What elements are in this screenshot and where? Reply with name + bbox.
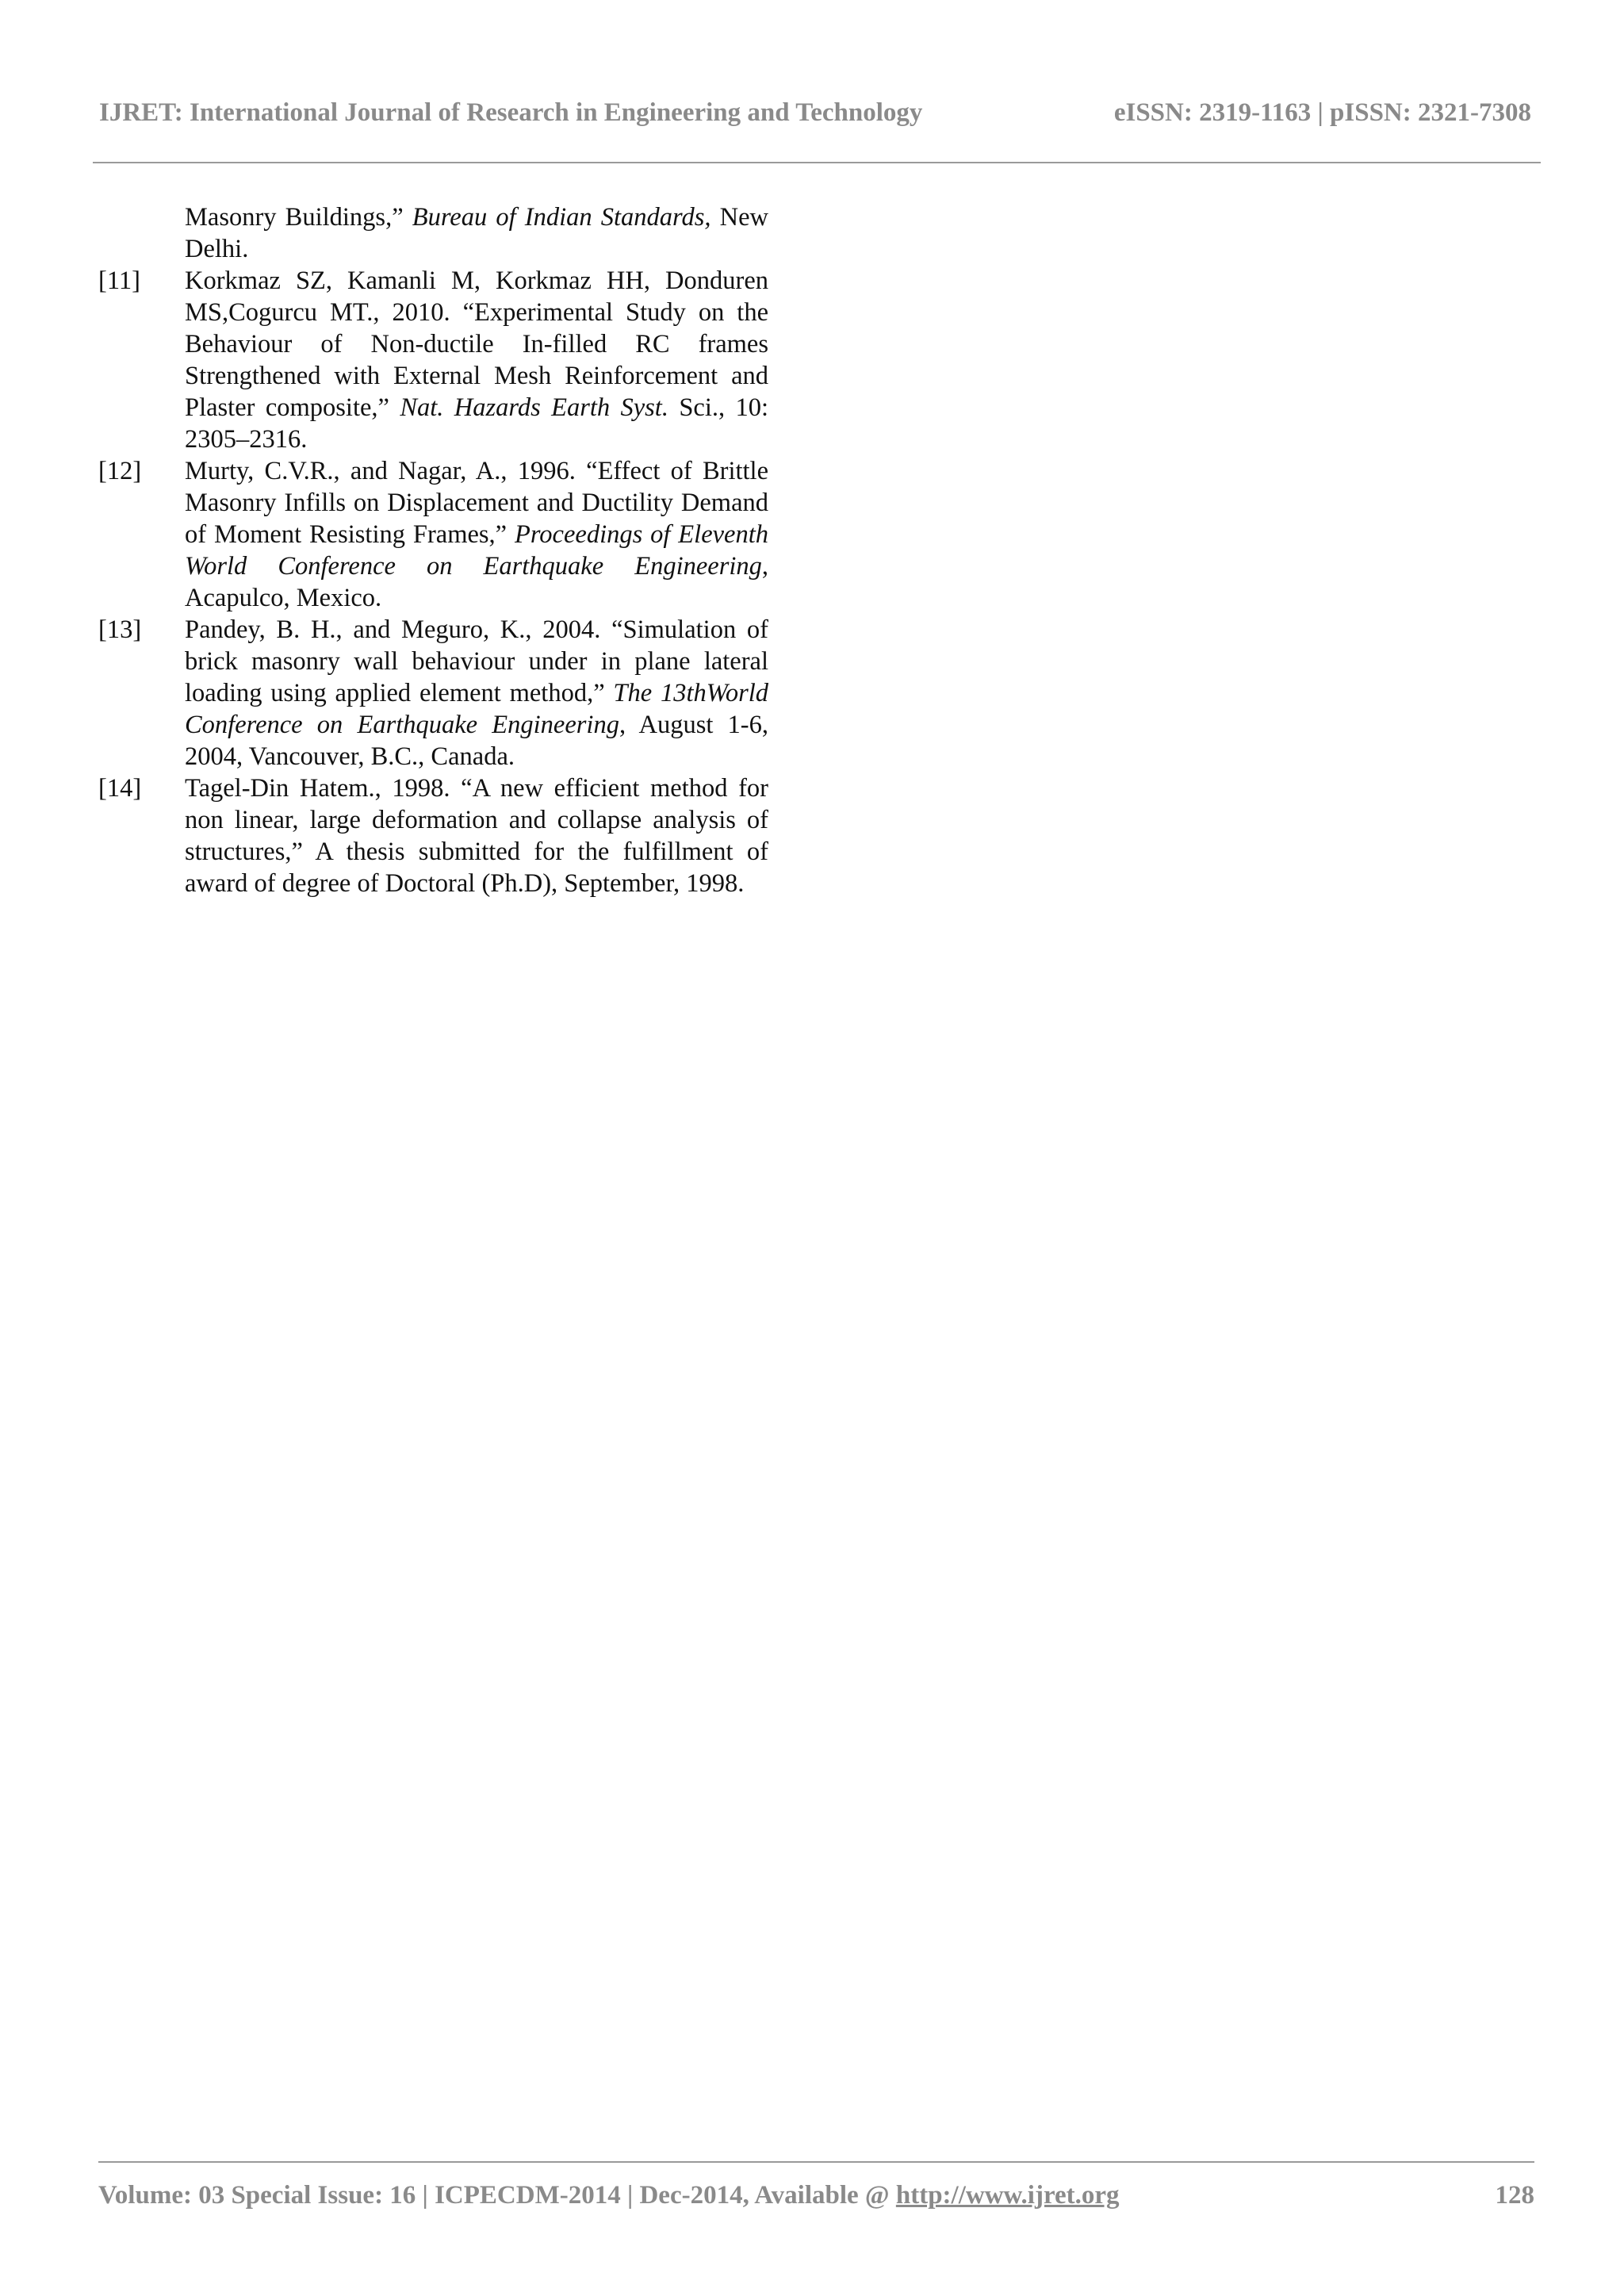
reference-text [185, 455, 768, 614]
reference-text-segment: Murty, C.V.R., and Nagar, A., 1996. “Effect of Brittle Masonry Infills on Displacement and Ductility Demand of Moment Resisting Frames,” [185, 457, 768, 549]
header-rule [93, 162, 1541, 163]
footer-rule [98, 2161, 1534, 2163]
reference-text [185, 201, 768, 265]
reference-text-segment: Korkmaz SZ, Kamanli M, Korkmaz HH, Donduren MS,Cogurcu MT., 2010. “Experimental Study on the Behaviour of Non-ductile In-filled RC frames Strengthened with External Mesh Reinforcement and Plaster composite,” [185, 266, 768, 422]
reference-item [98, 265, 768, 455]
reference-text-segment: Masonry Buildings,” [185, 203, 412, 232]
reference-item [98, 772, 768, 899]
reference-source-italic: The 13thWorld Conference on Earthquake Engineering [185, 679, 769, 739]
reference-text-segment: , Acapulco, Mexico. [185, 552, 768, 612]
reference-item [98, 455, 768, 614]
reference-number: [11] [98, 266, 140, 295]
page-number: 128 [1495, 2181, 1534, 2210]
reference-item [98, 614, 768, 772]
reference-text-segment: Tagel-Din Hatem., 1998. “A new efficient method for non linear, large deformation and collapse analysis of structures,” A thesis submitted for the fulfillment of award of degree of Doctoral (Ph.D), September, 1998. [185, 774, 768, 898]
reference-number: [13] [98, 615, 142, 644]
reference-number: [14] [98, 774, 142, 803]
reference-source-italic: Proceedings of Eleventh World Conference on Earthquake Engineering [185, 520, 768, 581]
running-header [93, 98, 1531, 140]
reference-number: [12] [98, 457, 142, 485]
reference-item [98, 201, 768, 265]
journal-title: IJRET: International Journal of Research in Engineering and Technology [99, 98, 923, 127]
running-footer [98, 2181, 1534, 2221]
journal-link[interactable]: http://www.ijret.org [895, 2181, 1120, 2210]
reference-text [185, 614, 768, 772]
reference-text-segment: , August 1-6, 2004, Vancouver, B.C., Canada. [185, 711, 768, 771]
volume-info: Volume: 03 Special Issue: 16 | ICPECDM-2014 | Dec-2014, Available @ [98, 2181, 896, 2210]
reference-list [98, 201, 768, 899]
footer-citation [98, 2181, 1120, 2210]
reference-text-segment: Pandey, B. H., and Meguro, K., 2004. “Simulation of brick masonry wall behaviour under in plane lateral loading using applied element method,” [185, 615, 768, 707]
issn-numbers: eISSN: 2319-1163 | pISSN: 2321-7308 [1113, 98, 1531, 127]
reference-source-italic: Bureau of Indian Standards, [412, 203, 711, 232]
reference-text [185, 265, 768, 455]
reference-source-italic: Nat. Hazards Earth Syst. [400, 393, 668, 422]
reference-text-segment: New Delhi. [185, 203, 768, 263]
reference-text-segment: Sci., 10: 2305–2316. [185, 393, 769, 454]
reference-text [185, 772, 768, 899]
